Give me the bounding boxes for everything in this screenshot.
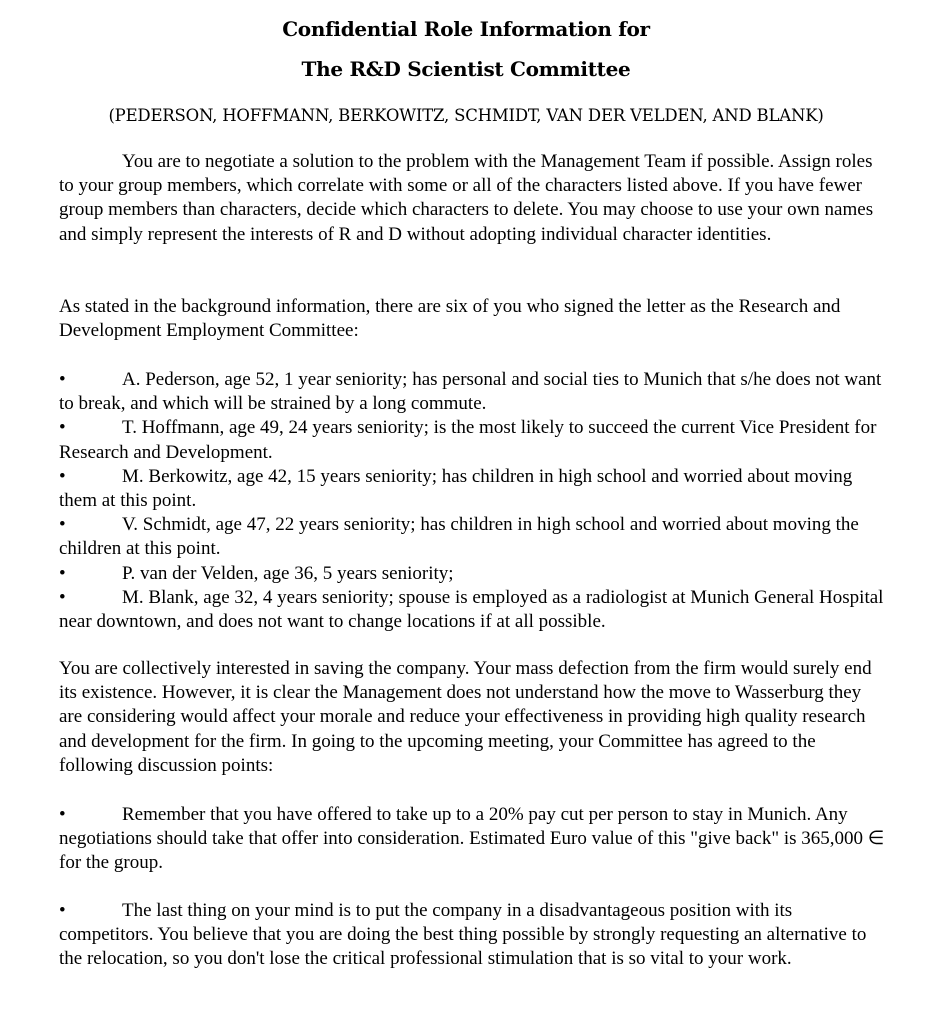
character-hoffmann: T. Hoffmann, age 49, 24 years seniority; is the most likely to succeed the current Vice President for Research and Development.: [59, 417, 877, 463]
character-schmidt: V. Schmidt, age 47, 22 years seniority; has children in high school and worried about moving the children at this point.: [59, 514, 859, 560]
bullet-icon: •: [59, 562, 66, 584]
intro-paragraph: [59, 150, 889, 247]
character-bullet-list: [59, 368, 889, 634]
bullet-icon: •: [59, 417, 66, 439]
list-item: [59, 562, 889, 586]
list-item: [59, 586, 889, 634]
intro-text: You are to negotiate a solution to the problem with the Management Team if possible. Assign roles to your group members, which correlate with some or all of the characters listed above. If you have fewer group members than characters, decide which characters to delete. You may choose to use your own names and simply represent the interests of R and D without adopting individual character identities.: [59, 151, 874, 245]
list-item: [59, 416, 889, 464]
list-item: [59, 513, 889, 561]
list-item: [59, 368, 889, 416]
background-text: As stated in the background information, there are six of you who signed the letter as the Research and Development Employment Committee:: [59, 296, 841, 342]
discussion-point-pay-cut: [59, 803, 889, 876]
background-paragraph: [59, 295, 889, 343]
bullet-icon: •: [59, 586, 66, 608]
bullet-icon: •: [59, 465, 66, 487]
collective-interest-text: You are collectively interested in saving the company. Your mass defection from the firm would surely end its existence. However, it is clear the Management does not understand how the move to Wasserburg they are considering would affect your morale and reduce your effectiveness in providing high quality research and development for the firm. In going to the upcoming meeting, your Committee has agreed to the following discussion points:: [59, 658, 872, 776]
character-blank: M. Blank, age 32, 4 years seniority; spouse is employed as a radiologist at Munich General Hospital near downtown, and does not want to change locations if at all possible.: [59, 586, 884, 633]
list-item: [59, 803, 889, 876]
collective-interest-paragraph: [59, 657, 889, 778]
character-pederson: A. Pederson, age 52, 1 year seniority; has personal and social ties to Munich that s/he does not want to break, and which will be strained by a long commute.: [59, 369, 882, 415]
character-list-subtitle: (PEDERSON, HOFFMANN, BERKOWITZ, SCHMIDT, VAN DER VELDEN, AND BLANK): [108, 106, 824, 125]
bullet-icon: •: [59, 804, 66, 825]
list-item: [59, 465, 889, 513]
bullet-icon: •: [59, 900, 66, 921]
bullet-icon: •: [59, 369, 66, 390]
discussion-point-text: The last thing on your mind is to put the company in a disadvantageous position with its competitors. You believe that you are doing the best thing possible by strongly requesting an alternative to the relocation, so you don't lose the critical professional stimulation that is so vital to your work.: [59, 900, 867, 970]
bullet-icon: •: [59, 514, 66, 536]
document-title-line-1: Confidential Role Information for: [282, 17, 650, 41]
discussion-point-text: Remember that you have offered to take up to a 20% pay cut per person to stay in Munich. Any negotiations should take that offer into consideration. Estimated Euro value of this "give back" is 365,000 ∈ for the group.: [59, 804, 885, 874]
list-item: [59, 899, 889, 972]
character-van-der-velden: P. van der Velden, age 36, 5 years seniority;: [122, 562, 454, 584]
document-title-line-2: The R&D Scientist Committee: [301, 57, 631, 81]
discussion-point-competitors: [59, 899, 889, 972]
character-berkowitz: M. Berkowitz, age 42, 15 years seniority; has children in high school and worried about moving them at this point.: [59, 465, 853, 512]
